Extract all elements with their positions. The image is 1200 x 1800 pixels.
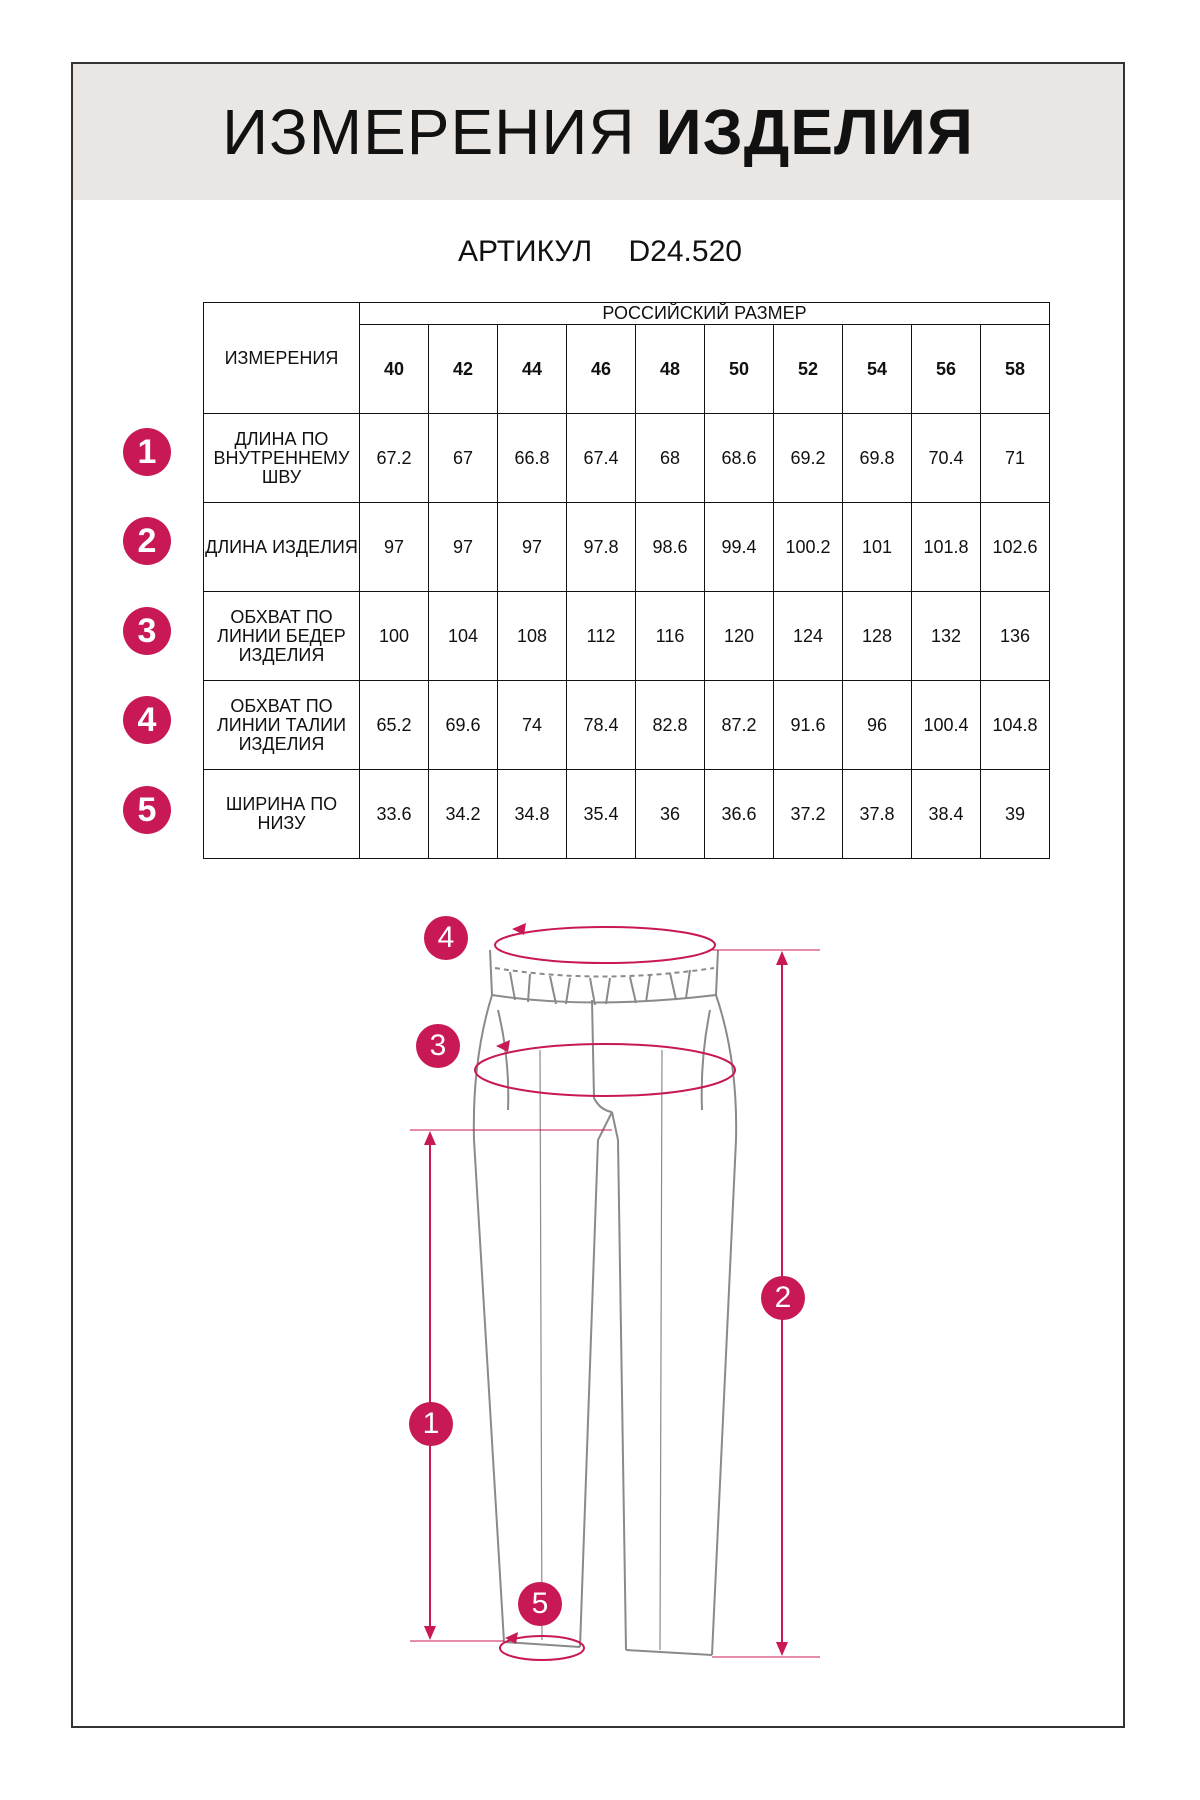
row-number-badge: 5: [123, 786, 171, 834]
left-pocket: [498, 1010, 508, 1110]
size-header: 40: [360, 325, 429, 414]
table-cell: 136: [981, 592, 1050, 681]
waistband-stitch: [495, 968, 714, 977]
table-cell: 99.4: [705, 503, 774, 592]
row-label: ШИРИНА ПО НИЗУ: [204, 770, 360, 859]
table-cell: 69.2: [774, 414, 843, 503]
table-cell: 37.8: [843, 770, 912, 859]
table-cell: 97.8: [567, 503, 636, 592]
row-number-badge: 1: [123, 428, 171, 476]
table-cell: 66.8: [498, 414, 567, 503]
table-cell: 82.8: [636, 681, 705, 770]
table-cell: 36.6: [705, 770, 774, 859]
table-cell: 37.2: [774, 770, 843, 859]
table-cell: 33.6: [360, 770, 429, 859]
measure-lines: [410, 927, 820, 1660]
diagram-marker-5: 5: [518, 1582, 562, 1626]
right-pocket: [702, 1010, 710, 1110]
table-cell: 68.6: [705, 414, 774, 503]
table-cell: 104.8: [981, 681, 1050, 770]
right-outer-seam: [712, 995, 736, 1655]
size-header: 42: [429, 325, 498, 414]
table-cell: 132: [912, 592, 981, 681]
left-outer-seam: [474, 995, 504, 1642]
title-light: ИЗМЕРЕНИЯ: [222, 96, 636, 168]
table-cell: 38.4: [912, 770, 981, 859]
row-label: ДЛИНА ИЗДЕЛИЯ: [204, 503, 360, 592]
size-group-header: РОССИЙСКИЙ РАЗМЕР: [360, 303, 1050, 325]
diagram-marker-4: 4: [424, 916, 468, 960]
table-cell: 101: [843, 503, 912, 592]
table-cell: 102.6: [981, 503, 1050, 592]
table-cell: 104: [429, 592, 498, 681]
size-header: 50: [705, 325, 774, 414]
right-crease: [660, 1050, 662, 1650]
article-label: АРТИКУЛ: [458, 235, 593, 268]
size-header: 58: [981, 325, 1050, 414]
table-cell: 112: [567, 592, 636, 681]
table-cell: 128: [843, 592, 912, 681]
table-cell: 36: [636, 770, 705, 859]
hip-measure-ellipse: [475, 1044, 735, 1096]
diagram-marker-1: 1: [409, 1402, 453, 1446]
table-cell: 100.4: [912, 681, 981, 770]
table-cell: 65.2: [360, 681, 429, 770]
diagram-marker-3: 3: [416, 1024, 460, 1068]
arrowhead: [776, 951, 788, 965]
measure-arrowheads: [424, 923, 788, 1656]
table-cell: 124: [774, 592, 843, 681]
table-cell: 78.4: [567, 681, 636, 770]
table-cell: 70.4: [912, 414, 981, 503]
table-cell: 71: [981, 414, 1050, 503]
row-number-badge: 3: [123, 607, 171, 655]
table-cell: 97: [360, 503, 429, 592]
arrowhead: [424, 1131, 436, 1145]
row-number-badge: 4: [123, 696, 171, 744]
table-cell: 116: [636, 592, 705, 681]
trousers-outline: [474, 950, 736, 1655]
table-cell: 67.2: [360, 414, 429, 503]
table-cell: 69.6: [429, 681, 498, 770]
table-cell: 101.8: [912, 503, 981, 592]
table-cell: 34.8: [498, 770, 567, 859]
size-header: 48: [636, 325, 705, 414]
table-cell: 87.2: [705, 681, 774, 770]
table-cell: 67.4: [567, 414, 636, 503]
right-inseam: [612, 1112, 626, 1650]
left-crease: [540, 1050, 542, 1640]
measure-header: ИЗМЕРЕНИЯ: [204, 303, 360, 414]
arrowhead: [424, 1626, 436, 1640]
row-label: ОБХВАТ ПО ЛИНИИ БЕДЕР ИЗДЕЛИЯ: [204, 592, 360, 681]
diagram-marker-2: 2: [761, 1276, 805, 1320]
table-cell: 91.6: [774, 681, 843, 770]
size-header: 56: [912, 325, 981, 414]
table-cell: 68: [636, 414, 705, 503]
table-cell: 35.4: [567, 770, 636, 859]
table-cell: 120: [705, 592, 774, 681]
table-cell: 97: [429, 503, 498, 592]
size-header: 54: [843, 325, 912, 414]
arrowhead: [776, 1642, 788, 1656]
size-header: 46: [567, 325, 636, 414]
table-cell: 100: [360, 592, 429, 681]
table-cell: 100.2: [774, 503, 843, 592]
table-cell: 67: [429, 414, 498, 503]
left-inseam: [580, 1112, 612, 1647]
row-label: ДЛИНА ПО ВНУТРЕННЕМУ ШВУ: [204, 414, 360, 503]
table-cell: 69.8: [843, 414, 912, 503]
table-cell: 74: [498, 681, 567, 770]
arrowhead: [496, 1040, 510, 1052]
table-cell: 98.6: [636, 503, 705, 592]
waist-measure-ellipse: [495, 927, 715, 963]
table-cell: 34.2: [429, 770, 498, 859]
article-code: D24.520: [628, 235, 742, 268]
row-number-badge: 2: [123, 517, 171, 565]
size-header: 44: [498, 325, 567, 414]
title-bold: ИЗДЕЛИЯ: [655, 96, 974, 168]
table-cell: 108: [498, 592, 567, 681]
row-label: ОБХВАТ ПО ЛИНИИ ТАЛИИ ИЗДЕЛИЯ: [204, 681, 360, 770]
table-cell: 39: [981, 770, 1050, 859]
right-hem: [626, 1650, 712, 1655]
table-cell: 97: [498, 503, 567, 592]
size-header: 52: [774, 325, 843, 414]
table-cell: 96: [843, 681, 912, 770]
